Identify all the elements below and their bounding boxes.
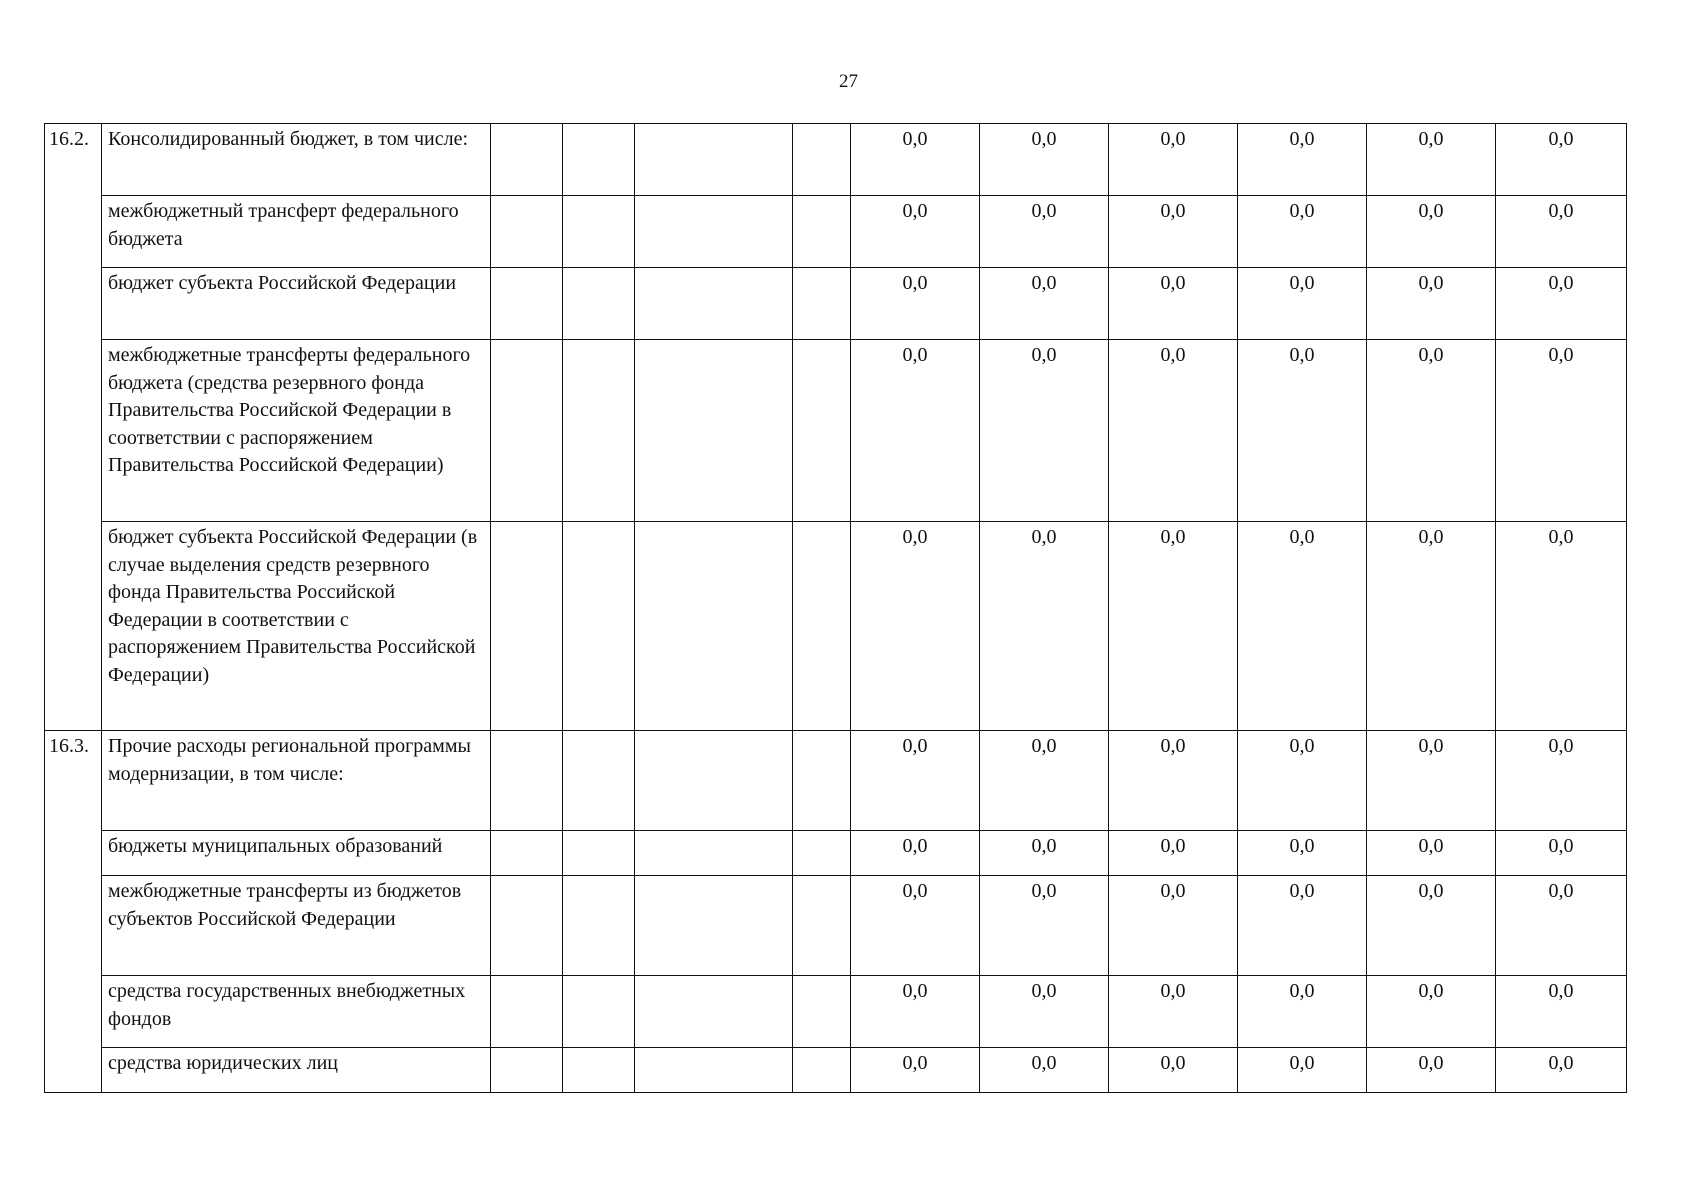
value-cell: 0,0 [1496, 340, 1627, 522]
row-label: Консолидированный бюджет, в том числе: [102, 124, 491, 196]
value-cell: 0,0 [1367, 876, 1496, 976]
empty-cell [635, 196, 793, 268]
empty-cell [491, 876, 563, 976]
empty-cell [563, 196, 635, 268]
value-cell: 0,0 [1109, 831, 1238, 876]
empty-cell [491, 522, 563, 731]
value-cell: 0,0 [851, 831, 980, 876]
value-cell: 0,0 [1238, 831, 1367, 876]
empty-cell [793, 831, 851, 876]
item-number: 16.2. [45, 124, 102, 731]
row-label: межбюджетные трансферты из бюджетов субъектов Российской Федерации [102, 876, 491, 976]
value-cell: 0,0 [980, 831, 1109, 876]
row-label: средства юридических лиц [102, 1048, 491, 1093]
empty-cell [793, 124, 851, 196]
table-row [45, 268, 1627, 340]
empty-cell [635, 124, 793, 196]
empty-cell [635, 268, 793, 340]
empty-cell [563, 522, 635, 731]
empty-cell [491, 340, 563, 522]
value-cell: 0,0 [1238, 522, 1367, 731]
empty-cell [635, 831, 793, 876]
value-cell: 0,0 [851, 1048, 980, 1093]
empty-cell [491, 831, 563, 876]
value-cell: 0,0 [851, 976, 980, 1048]
value-cell: 0,0 [1109, 731, 1238, 831]
value-cell: 0,0 [851, 731, 980, 831]
table-row [45, 196, 1627, 268]
value-cell: 0,0 [1109, 876, 1238, 976]
empty-cell [563, 976, 635, 1048]
value-cell: 0,0 [1367, 522, 1496, 731]
value-cell: 0,0 [1109, 196, 1238, 268]
value-cell: 0,0 [1367, 831, 1496, 876]
value-cell: 0,0 [1496, 124, 1627, 196]
table-row [45, 1048, 1627, 1093]
empty-cell [491, 976, 563, 1048]
value-cell: 0,0 [1238, 731, 1367, 831]
value-cell: 0,0 [980, 731, 1109, 831]
value-cell: 0,0 [1496, 731, 1627, 831]
empty-cell [563, 340, 635, 522]
empty-cell [563, 1048, 635, 1093]
empty-cell [793, 268, 851, 340]
value-cell: 0,0 [1238, 976, 1367, 1048]
value-cell: 0,0 [980, 268, 1109, 340]
value-cell: 0,0 [1496, 876, 1627, 976]
empty-cell [491, 1048, 563, 1093]
value-cell: 0,0 [1496, 196, 1627, 268]
empty-cell [793, 1048, 851, 1093]
empty-cell [491, 268, 563, 340]
value-cell: 0,0 [851, 522, 980, 731]
table-row [45, 340, 1627, 522]
value-cell: 0,0 [851, 340, 980, 522]
row-label: межбюджетный трансферт федерального бюджета [102, 196, 491, 268]
value-cell: 0,0 [1238, 196, 1367, 268]
value-cell: 0,0 [1496, 976, 1627, 1048]
value-cell: 0,0 [851, 124, 980, 196]
empty-cell [563, 731, 635, 831]
table-row [45, 124, 1627, 196]
value-cell: 0,0 [1367, 976, 1496, 1048]
row-label: межбюджетные трансферты федерального бюджета (средства резервного фонда Правительства Российской Федерации в соответствии с распоряжением Правительства Российской Федерации) [102, 340, 491, 522]
empty-cell [491, 196, 563, 268]
value-cell: 0,0 [851, 196, 980, 268]
value-cell: 0,0 [980, 196, 1109, 268]
value-cell: 0,0 [980, 976, 1109, 1048]
item-number: 16.3. [45, 731, 102, 1093]
row-label: бюджеты муниципальных образований [102, 831, 491, 876]
value-cell: 0,0 [1367, 1048, 1496, 1093]
value-cell: 0,0 [851, 268, 980, 340]
value-cell: 0,0 [1496, 1048, 1627, 1093]
value-cell: 0,0 [1238, 1048, 1367, 1093]
budget-table [44, 123, 1627, 1093]
value-cell: 0,0 [1109, 340, 1238, 522]
table-row [45, 876, 1627, 976]
value-cell: 0,0 [980, 340, 1109, 522]
empty-cell [793, 196, 851, 268]
value-cell: 0,0 [1109, 976, 1238, 1048]
value-cell: 0,0 [1496, 522, 1627, 731]
empty-cell [563, 124, 635, 196]
empty-cell [793, 876, 851, 976]
value-cell: 0,0 [1109, 268, 1238, 340]
empty-cell [635, 976, 793, 1048]
table-row [45, 976, 1627, 1048]
empty-cell [635, 1048, 793, 1093]
empty-cell [491, 124, 563, 196]
empty-cell [635, 340, 793, 522]
table-body [45, 124, 1627, 1093]
table-row [45, 831, 1627, 876]
empty-cell [563, 268, 635, 340]
value-cell: 0,0 [980, 1048, 1109, 1093]
value-cell: 0,0 [1238, 268, 1367, 340]
value-cell: 0,0 [1238, 124, 1367, 196]
value-cell: 0,0 [1367, 196, 1496, 268]
table-row [45, 522, 1627, 731]
value-cell: 0,0 [1367, 340, 1496, 522]
empty-cell [635, 876, 793, 976]
value-cell: 0,0 [980, 876, 1109, 976]
empty-cell [635, 522, 793, 731]
value-cell: 0,0 [1367, 124, 1496, 196]
value-cell: 0,0 [1109, 124, 1238, 196]
empty-cell [793, 340, 851, 522]
value-cell: 0,0 [1109, 522, 1238, 731]
table-row [45, 731, 1627, 831]
value-cell: 0,0 [980, 124, 1109, 196]
row-label: бюджет субъекта Российской Федерации (в случае выделения средств резервного фонда Правительства Российской Федерации в соответствии с распоряжением Правительства Российской Федерации) [102, 522, 491, 731]
value-cell: 0,0 [980, 522, 1109, 731]
value-cell: 0,0 [1238, 876, 1367, 976]
empty-cell [563, 876, 635, 976]
row-label: бюджет субъекта Российской Федерации [102, 268, 491, 340]
empty-cell [563, 831, 635, 876]
empty-cell [793, 522, 851, 731]
row-label: средства государственных внебюджетных фондов [102, 976, 491, 1048]
empty-cell [793, 731, 851, 831]
empty-cell [491, 731, 563, 831]
empty-cell [635, 731, 793, 831]
value-cell: 0,0 [1496, 268, 1627, 340]
value-cell: 0,0 [1367, 268, 1496, 340]
value-cell: 0,0 [1496, 831, 1627, 876]
value-cell: 0,0 [1109, 1048, 1238, 1093]
empty-cell [793, 976, 851, 1048]
value-cell: 0,0 [1367, 731, 1496, 831]
page-number: 27 [839, 71, 858, 92]
row-label: Прочие расходы региональной программы модернизации, в том числе: [102, 731, 491, 831]
value-cell: 0,0 [851, 876, 980, 976]
value-cell: 0,0 [1238, 340, 1367, 522]
